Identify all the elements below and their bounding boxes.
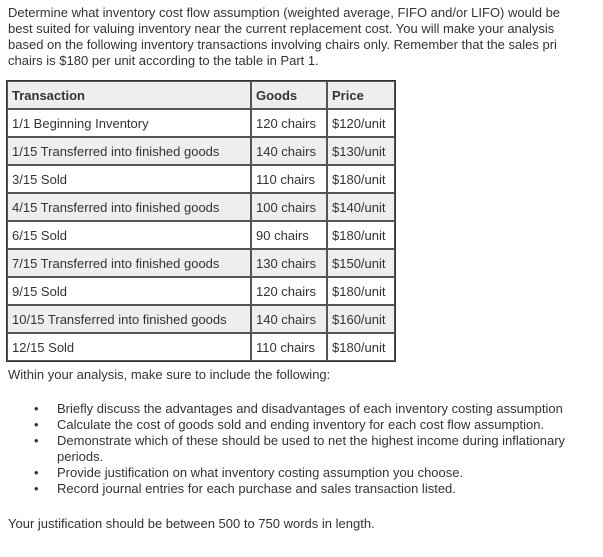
cell-goods: 140 chairs bbox=[251, 137, 327, 165]
intro-paragraph bbox=[8, 5, 603, 69]
header-price: Price bbox=[327, 81, 395, 109]
word-count-note: Your justification should be between 500 to 750 words in length. bbox=[8, 516, 375, 531]
table-row bbox=[7, 249, 395, 277]
table-row bbox=[7, 165, 395, 193]
list-item bbox=[0, 465, 603, 481]
list-item-text: Provide justification on what inventory costing assumption you choose. bbox=[57, 465, 464, 480]
cell-goods: 120 chairs bbox=[251, 277, 327, 305]
table-row bbox=[7, 333, 395, 361]
list-item bbox=[0, 481, 603, 497]
cell-transaction: 6/15 Sold bbox=[7, 221, 251, 249]
cell-price: $150/unit bbox=[327, 249, 395, 277]
intro-line: chairs is $180 per unit according to the table in Part 1. bbox=[8, 53, 319, 68]
list-item bbox=[0, 433, 603, 465]
cell-price: $160/unit bbox=[327, 305, 395, 333]
table-row bbox=[7, 277, 395, 305]
list-item bbox=[0, 417, 603, 433]
table-row bbox=[7, 137, 395, 165]
intro-line: best suited for valuing inventory near the current replacement cost. You will make your analysis bbox=[8, 21, 555, 36]
cell-transaction: 7/15 Transferred into finished goods bbox=[7, 249, 251, 277]
cell-price: $140/unit bbox=[327, 193, 395, 221]
list-item-text: Record journal entries for each purchase and sales transaction listed. bbox=[57, 481, 456, 496]
bullet-icon: • bbox=[34, 433, 39, 448]
cell-goods: 90 chairs bbox=[251, 221, 327, 249]
header-transaction: Transaction bbox=[7, 81, 251, 109]
table-row bbox=[7, 221, 395, 249]
header-goods: Goods bbox=[251, 81, 327, 109]
requirements-list bbox=[0, 401, 603, 497]
intro-line: based on the following inventory transactions involving chairs only. Remember that the sales pri bbox=[8, 37, 557, 52]
bullet-icon: • bbox=[34, 417, 39, 432]
cell-goods: 140 chairs bbox=[251, 305, 327, 333]
table-row bbox=[7, 193, 395, 221]
list-item-text: Demonstrate which of these should be used to net the highest income during inflationary bbox=[57, 433, 566, 448]
cell-goods: 130 chairs bbox=[251, 249, 327, 277]
cell-goods: 110 chairs bbox=[251, 333, 327, 361]
bullet-icon: • bbox=[34, 481, 39, 496]
cell-transaction: 4/15 Transferred into finished goods bbox=[7, 193, 251, 221]
cell-transaction: 3/15 Sold bbox=[7, 165, 251, 193]
table-row bbox=[7, 305, 395, 333]
cell-goods: 100 chairs bbox=[251, 193, 327, 221]
bullet-icon: • bbox=[34, 465, 39, 480]
bullet-icon: • bbox=[34, 401, 39, 416]
list-item-text: Briefly discuss the advantages and disadvantages of each inventory costing assumption bbox=[57, 401, 563, 416]
list-item bbox=[0, 401, 603, 417]
cell-transaction: 12/15 Sold bbox=[7, 333, 251, 361]
requirements-intro: Within your analysis, make sure to include the following: bbox=[8, 367, 331, 382]
cell-price: $180/unit bbox=[327, 333, 395, 361]
intro-line: Determine what inventory cost flow assumption (weighted average, FIFO and/or LIFO) would be bbox=[8, 5, 561, 20]
cell-transaction: 9/15 Sold bbox=[7, 277, 251, 305]
cell-transaction: 10/15 Transferred into finished goods bbox=[7, 305, 251, 333]
cell-transaction: 1/15 Transferred into finished goods bbox=[7, 137, 251, 165]
inventory-table bbox=[6, 80, 396, 362]
cell-goods: 110 chairs bbox=[251, 165, 327, 193]
list-item-text: Calculate the cost of goods sold and ending inventory for each cost flow assumption. bbox=[57, 417, 545, 432]
list-item-text-continued: periods. bbox=[57, 449, 104, 464]
cell-price: $180/unit bbox=[327, 221, 395, 249]
cell-price: $180/unit bbox=[327, 277, 395, 305]
cell-price: $120/unit bbox=[327, 109, 395, 137]
cell-transaction: 1/1 Beginning Inventory bbox=[7, 109, 251, 137]
table-row bbox=[7, 109, 395, 137]
table-header-row bbox=[7, 81, 395, 109]
cell-price: $180/unit bbox=[327, 165, 395, 193]
cell-goods: 120 chairs bbox=[251, 109, 327, 137]
cell-price: $130/unit bbox=[327, 137, 395, 165]
